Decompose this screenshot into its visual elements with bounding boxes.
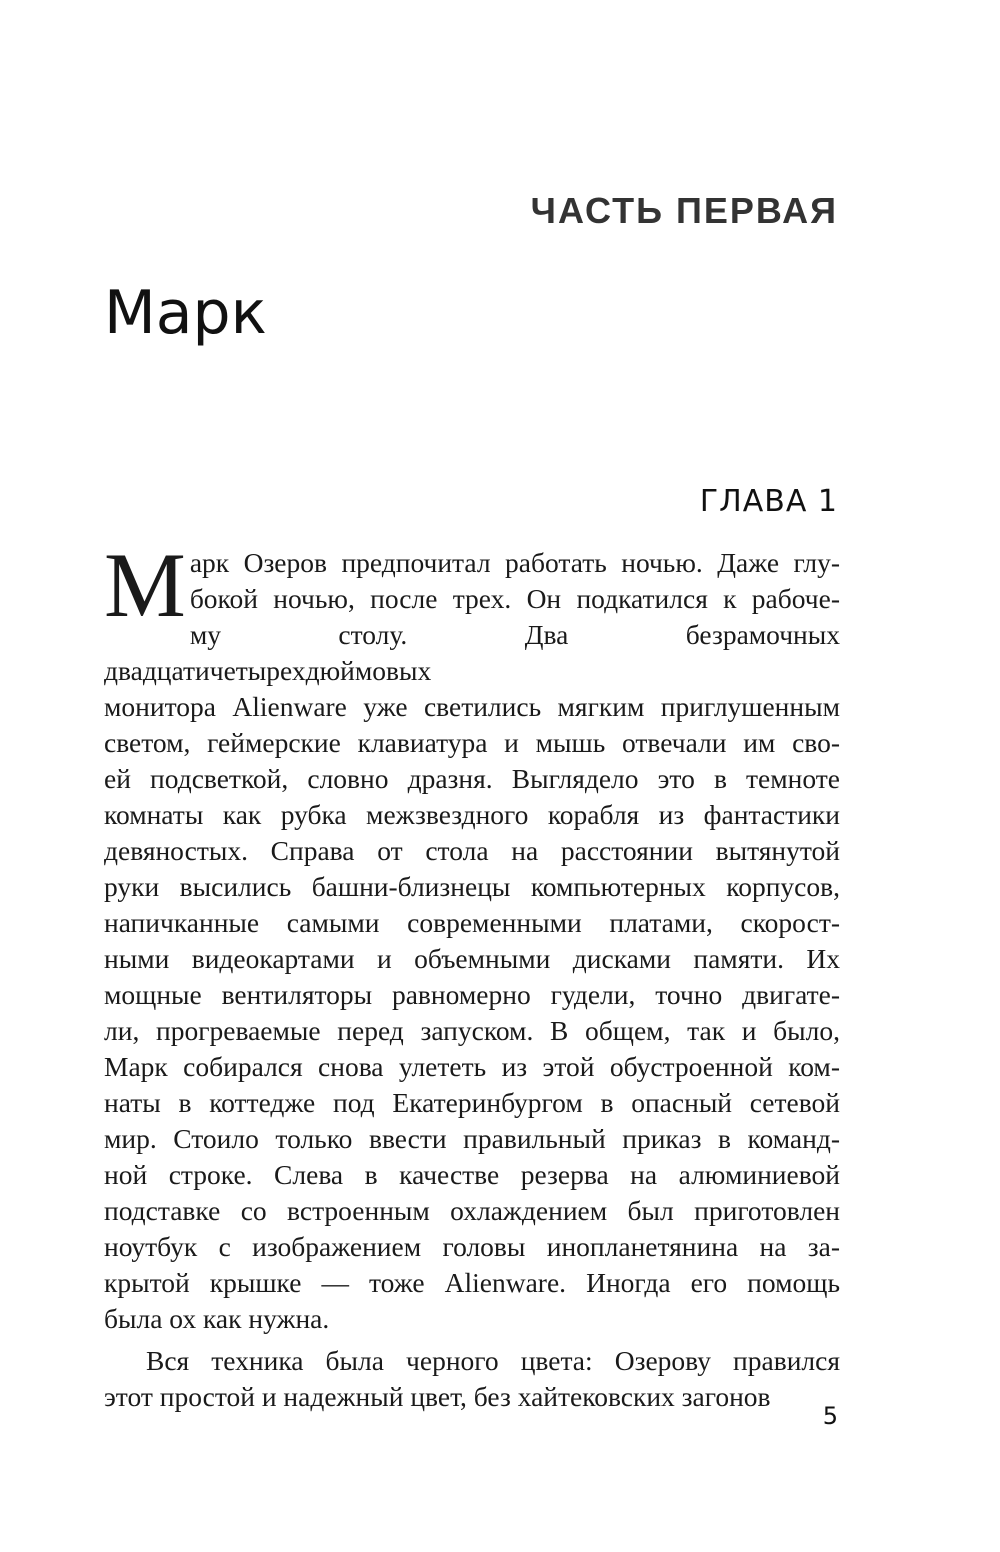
text-line: комнаты как рубка межзвездного корабля из фантастики: [104, 799, 840, 830]
part-title: ЧАСТЬ ПЕРВАЯ: [530, 190, 838, 231]
text-line: девяностых. Справа от стола на расстоянии вытянутой: [104, 835, 840, 866]
text-line: мир. Стоило только ввести правильный приказ в команд-: [104, 1123, 840, 1154]
text-line: подставке со встроенным охлаждением был приготовлен: [104, 1195, 840, 1226]
text-line: монитора Alienware уже светились мягким приглушенным: [104, 691, 840, 722]
text-line: бокой ночью, после трех. Он подкатился к рабоче-: [189, 583, 840, 614]
drop-cap: М: [104, 534, 186, 636]
section-title: Марк: [104, 278, 267, 348]
text-line: арк Озеров предпочитал работать ночью. Даже глу-: [189, 547, 840, 578]
text-line: наты в коттедже под Екатеринбургом в опасный сетевой: [104, 1087, 840, 1118]
paragraph-1: [104, 534, 840, 1337]
text-line: руки высились башни-близнецы компьютерных корпусов,: [104, 871, 840, 902]
body-text: [104, 534, 840, 1415]
text-line: ными видеокартами и объемными дисками памяти. Их: [104, 943, 840, 974]
text-line: Вся техника была черного цвета: Озерову правился: [146, 1345, 840, 1376]
text-line: была ох как нужна.: [104, 1303, 330, 1334]
text-line: му столу. Два безрамочных двадцатичетырехдюймовых: [104, 619, 840, 686]
text-line: ноутбук с изображением головы инопланетянина на за-: [104, 1231, 840, 1262]
text-line: этот простой и надежный цвет, без хайтековских загонов: [104, 1381, 771, 1412]
page-number: 5: [822, 1402, 838, 1430]
paragraph-2: [104, 1343, 840, 1415]
text-line: ей подсветкой, словно дразня. Выглядело это в темноте: [104, 763, 840, 794]
text-line: ной строке. Слева в качестве резерва на алюминиевой: [104, 1159, 840, 1190]
text-line: светом, геймерские клавиатура и мышь отвечали им сво-: [104, 727, 840, 758]
text-line: ли, прогреваемые перед запуском. В общем, так и было,: [104, 1015, 840, 1046]
text-line: напичканные самыми современными платами, скорост-: [104, 907, 840, 938]
text-line: Марк собирался снова улететь из этой обустроенной ком-: [104, 1051, 840, 1082]
text-line: мощные вентиляторы равномерно гудели, точно двигате-: [104, 979, 840, 1010]
text-line: крытой крышке — тоже Alienware. Иногда его помощь: [104, 1267, 840, 1298]
chapter-title: ГЛАВА 1: [699, 484, 838, 519]
